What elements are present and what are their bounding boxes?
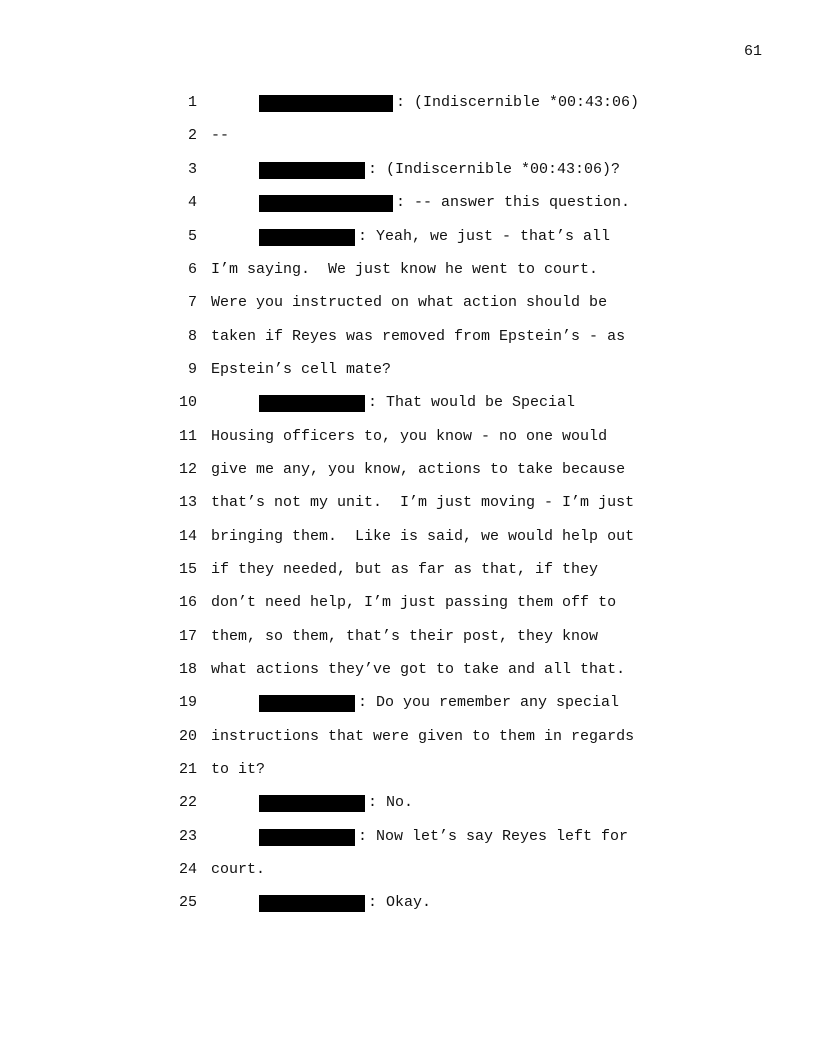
speaker-turn xyxy=(259,392,575,414)
transcript-line xyxy=(0,792,816,814)
transcript-line xyxy=(0,659,816,681)
speaker-colon: : xyxy=(358,828,368,845)
line-text: what actions they’ve got to take and all that. xyxy=(211,661,626,678)
transcript-line xyxy=(0,526,816,548)
line-text: Okay. xyxy=(386,894,432,911)
transcript-line xyxy=(0,159,816,181)
line-text: that’s not my unit. I’m just moving - I’m just xyxy=(211,494,635,511)
transcript-line xyxy=(0,226,816,248)
transcript-line xyxy=(0,759,816,781)
speaker-colon: : xyxy=(368,894,378,911)
line-text: give me any, you know, actions to take because xyxy=(211,461,626,478)
line-number: 13 xyxy=(178,494,197,511)
line-number: 16 xyxy=(178,594,197,611)
transcript-line xyxy=(0,626,816,648)
speaker-colon: : xyxy=(368,394,378,411)
speaker-name-redaction xyxy=(259,895,365,912)
transcript-line xyxy=(0,125,816,147)
line-number: 21 xyxy=(178,761,197,778)
line-number: 24 xyxy=(178,861,197,878)
transcript-line xyxy=(0,559,816,581)
line-number: 6 xyxy=(187,261,197,278)
line-number: 5 xyxy=(187,228,197,245)
line-text: Epstein’s cell mate? xyxy=(211,361,392,378)
line-number: 22 xyxy=(178,794,197,811)
speaker-name-redaction xyxy=(259,95,393,112)
line-number: 25 xyxy=(178,894,197,911)
speaker-name-redaction xyxy=(259,162,365,179)
line-text: I’m saying. We just know he went to court. xyxy=(211,261,599,278)
line-number: 10 xyxy=(178,394,197,411)
speaker-turn xyxy=(259,692,619,714)
transcript-line xyxy=(0,92,816,114)
transcript-line xyxy=(0,192,816,214)
line-text: Were you instructed on what action should be xyxy=(211,294,608,311)
line-text: court. xyxy=(211,861,266,878)
line-number: 2 xyxy=(187,127,197,144)
speaker-turn xyxy=(259,159,620,181)
speaker-name-redaction xyxy=(259,829,355,846)
transcript-line xyxy=(0,392,816,414)
line-number: 9 xyxy=(187,361,197,378)
transcript-line xyxy=(0,592,816,614)
speaker-colon: : xyxy=(396,94,406,111)
line-number: 1 xyxy=(187,94,197,111)
speaker-name-redaction xyxy=(259,795,365,812)
speaker-colon: : xyxy=(368,161,378,178)
line-text: to it? xyxy=(211,761,266,778)
line-text: -- xyxy=(211,127,230,144)
speaker-colon: : xyxy=(368,794,378,811)
line-number: 17 xyxy=(178,628,197,645)
line-number: 7 xyxy=(187,294,197,311)
line-text: Now let’s say Reyes left for xyxy=(376,828,629,845)
line-text: taken if Reyes was removed from Epstein’s - as xyxy=(211,328,626,345)
line-text: Do you remember any special xyxy=(376,694,620,711)
line-text: instructions that were given to them in regards xyxy=(211,728,635,745)
transcript-line xyxy=(0,726,816,748)
transcript-line xyxy=(0,692,816,714)
speaker-colon: : xyxy=(358,228,368,245)
transcript-line xyxy=(0,426,816,448)
line-text: bringing them. Like is said, we would help out xyxy=(211,528,635,545)
line-number: 23 xyxy=(178,828,197,845)
transcript-line xyxy=(0,892,816,914)
transcript-line xyxy=(0,326,816,348)
speaker-colon: : xyxy=(396,194,406,211)
line-number: 3 xyxy=(187,161,197,178)
line-text: That would be Special xyxy=(386,394,576,411)
line-number: 11 xyxy=(178,428,197,445)
line-number: 12 xyxy=(178,461,197,478)
speaker-turn xyxy=(259,92,639,114)
line-number: 4 xyxy=(187,194,197,211)
speaker-turn xyxy=(259,792,413,814)
speaker-name-redaction xyxy=(259,195,393,212)
line-number: 19 xyxy=(178,694,197,711)
line-number: 20 xyxy=(178,728,197,745)
line-number: 18 xyxy=(178,661,197,678)
transcript-line xyxy=(0,492,816,514)
line-text: (Indiscernible *00:43:06)? xyxy=(386,161,621,178)
line-text: don’t need help, I’m just passing them off to xyxy=(211,594,617,611)
line-number: 14 xyxy=(178,528,197,545)
line-text: -- answer this question. xyxy=(414,194,631,211)
line-text: (Indiscernible *00:43:06) xyxy=(414,94,640,111)
speaker-name-redaction xyxy=(259,695,355,712)
transcript-line xyxy=(0,359,816,381)
transcript-line xyxy=(0,859,816,881)
transcript-line xyxy=(0,459,816,481)
speaker-turn xyxy=(259,892,431,914)
speaker-turn xyxy=(259,826,628,848)
speaker-colon: : xyxy=(358,694,368,711)
line-number: 15 xyxy=(178,561,197,578)
page-number: 61 xyxy=(743,43,762,60)
speaker-name-redaction xyxy=(259,395,365,412)
line-text: them, so them, that’s their post, they know xyxy=(211,628,599,645)
transcript-line xyxy=(0,826,816,848)
speaker-turn xyxy=(259,192,630,214)
line-number: 8 xyxy=(187,328,197,345)
transcript-line xyxy=(0,259,816,281)
line-text: Housing officers to, you know - no one would xyxy=(211,428,608,445)
speaker-name-redaction xyxy=(259,229,355,246)
line-text: Yeah, we just - that’s all xyxy=(376,228,611,245)
speaker-turn xyxy=(259,226,610,248)
line-text: if they needed, but as far as that, if they xyxy=(211,561,599,578)
transcript-line xyxy=(0,292,816,314)
line-text: No. xyxy=(386,794,414,811)
